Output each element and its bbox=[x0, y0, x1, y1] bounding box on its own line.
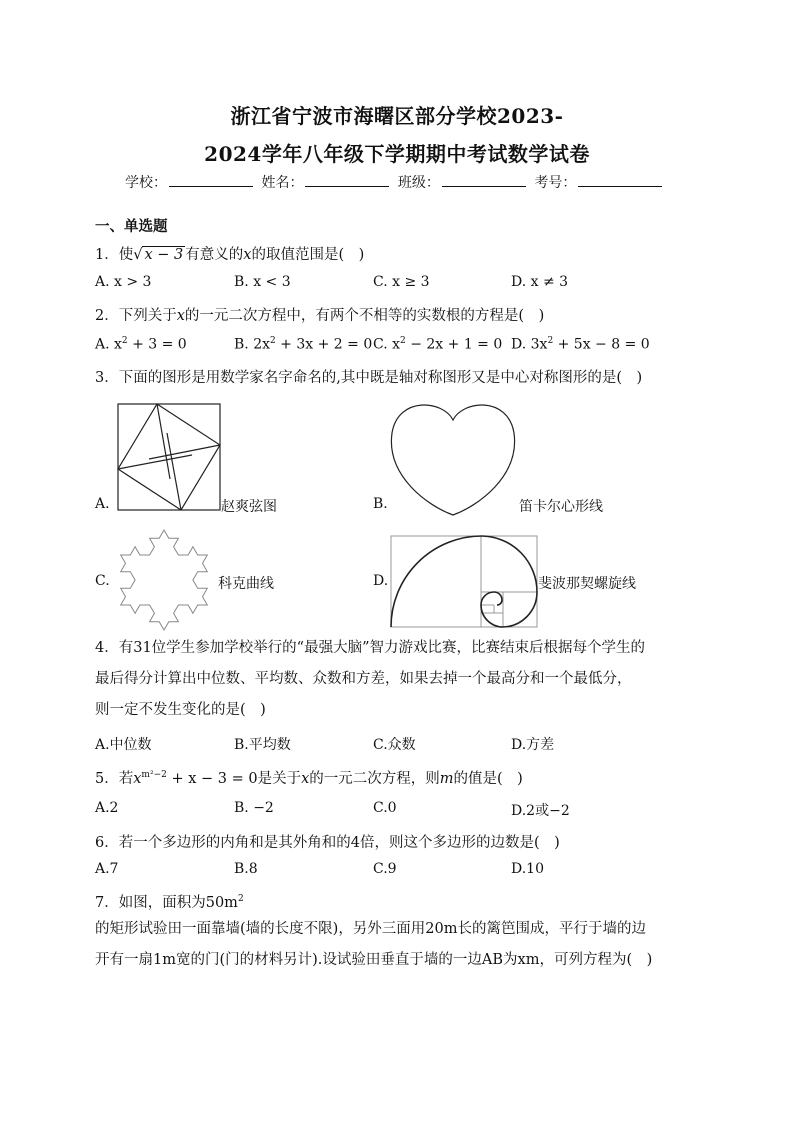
q3-caption-a: 赵爽弦图 bbox=[221, 499, 277, 515]
exam-title-line2: 2024学年八年级下学期期中考试数学试卷 bbox=[204, 142, 590, 166]
q1-suffix: 的取值范围是( ) bbox=[251, 247, 365, 263]
q5-number: 5．若 bbox=[95, 771, 134, 787]
section-title: 一、单选题 bbox=[95, 218, 168, 235]
q4-option-a[interactable]: A.中位数 bbox=[95, 737, 152, 753]
exam-number-blank[interactable] bbox=[578, 174, 662, 187]
q7-line-3: 开有一扇1m宽的门(门的材料另计).设试验田垂直于墙的一边AB为xm，可列方程为( ) bbox=[95, 952, 653, 968]
q5-option-c[interactable]: C.0 bbox=[373, 800, 397, 816]
q2-text-a: 2．下列关于 bbox=[95, 308, 177, 324]
name-label: 姓名： bbox=[261, 175, 304, 191]
q1-option-d[interactable]: D. x ≠ 3 bbox=[511, 274, 569, 290]
question-4 bbox=[95, 633, 700, 726]
q6-option-c[interactable]: C.9 bbox=[373, 861, 397, 877]
question-3: 3．下面的图形是用数学家名字命名的,其中既是轴对称图形又是中心对称图形的是( ) bbox=[95, 370, 643, 386]
q3-caption-c: 科克曲线 bbox=[218, 576, 274, 592]
class-label: 班级： bbox=[397, 175, 440, 191]
q1-prefix: 使 bbox=[118, 247, 134, 263]
q2-text-b: 的一元二次方程中，有两个不相等的实数根的方程是( ) bbox=[184, 308, 545, 324]
q1-middle: 有意义的 bbox=[185, 247, 244, 263]
q5-option-b[interactable]: B. −2 bbox=[234, 800, 274, 816]
q2-option-d[interactable]: D. $3x^2 + 5x - 8 = 0$ bbox=[511, 336, 650, 353]
koch-curve-diagram bbox=[110, 524, 218, 632]
q3-option-c-letter[interactable]: C. bbox=[95, 573, 110, 589]
q2-option-c[interactable]: C. $x^2 - 2x + 1 = 0$ bbox=[373, 336, 503, 353]
sqrt-sign: √ bbox=[133, 247, 143, 263]
question-5: 5．若$x^{m^2-2} + x - 3 = 0$是关于x的一元二次方程，则m的值是( ) bbox=[95, 770, 523, 787]
q2-option-a[interactable]: A. $x^2 + 3 = 0$ bbox=[95, 336, 187, 353]
student-info-row bbox=[125, 172, 666, 192]
exam-title-line1: 浙江省宁波市海曙区部分学校2023- bbox=[230, 104, 564, 128]
question-7-body bbox=[95, 914, 705, 976]
q5-exponent: m²−2 bbox=[141, 770, 167, 781]
q4-line-1: 4．有31位学生参加学校举行的“最强大脑”智力游戏比赛，比赛结束后根据每个学生的 bbox=[95, 640, 645, 656]
q4-option-b[interactable]: B.平均数 bbox=[234, 737, 291, 753]
q4-option-c[interactable]: C.众数 bbox=[373, 737, 416, 753]
question-2 bbox=[95, 304, 544, 325]
q2-var: x bbox=[176, 308, 185, 324]
q5-option-d[interactable]: D.2或−2 bbox=[511, 803, 570, 819]
q3-caption-b: 笛卡尔心形线 bbox=[519, 499, 603, 515]
q1-var: x bbox=[243, 247, 252, 263]
q1-option-b[interactable]: B. x < 3 bbox=[234, 274, 291, 290]
question-6: 6．若一个多边形的内角和是其外角和的4倍，则这个多边形的边数是( ) bbox=[95, 835, 560, 851]
name-blank[interactable] bbox=[305, 174, 389, 187]
q1-option-a[interactable]: A. x > 3 bbox=[95, 274, 152, 290]
exam-number-label: 考号： bbox=[534, 175, 577, 191]
q2-option-b[interactable]: B. $2x^2 + 3x + 2 = 0$ bbox=[234, 336, 373, 353]
q1-number: 1． bbox=[95, 247, 119, 263]
q4-line-3: 则一定不发生变化的是( ) bbox=[95, 702, 266, 718]
q4-line-2: 最后得分计算出中位数、平均数、众数和方差，如果去掉一个最高分和一个最低分， bbox=[95, 671, 632, 687]
fibonacci-spiral-diagram bbox=[390, 535, 538, 628]
cardioid-diagram bbox=[388, 398, 518, 518]
school-label: 学校： bbox=[125, 175, 167, 191]
q3-option-d-letter[interactable]: D. bbox=[373, 573, 389, 589]
question-1 bbox=[95, 243, 364, 264]
q4-option-d[interactable]: D.方差 bbox=[511, 737, 555, 753]
q1-radicand: x − 3 bbox=[144, 247, 184, 263]
q3-caption-d: 斐波那契螺旋线 bbox=[538, 576, 636, 592]
question-7-line-1: 7．如图，面积为$50m^2$ bbox=[95, 894, 244, 911]
class-blank[interactable] bbox=[442, 174, 526, 187]
q5-equation-rest: + x − 3 = 0 bbox=[166, 771, 258, 787]
q6-option-a[interactable]: A.7 bbox=[95, 861, 119, 877]
q3-option-a-letter[interactable]: A. bbox=[95, 496, 110, 512]
q6-option-d[interactable]: D.10 bbox=[511, 861, 544, 877]
q5-option-a[interactable]: A.2 bbox=[95, 800, 119, 816]
zhao-shuang-diagram bbox=[117, 403, 221, 511]
q6-option-b[interactable]: B.8 bbox=[234, 861, 258, 877]
q5-base: x bbox=[133, 771, 142, 787]
school-blank[interactable] bbox=[169, 174, 253, 187]
q1-option-c[interactable]: C. x ≥ 3 bbox=[373, 274, 430, 290]
q7-line-2: 的矩形试验田一面靠墙(墙的长度不限)，另外三面用20m长的篱笆围成，平行于墙的边 bbox=[95, 921, 647, 937]
q3-option-b-letter[interactable]: B. bbox=[373, 496, 388, 512]
